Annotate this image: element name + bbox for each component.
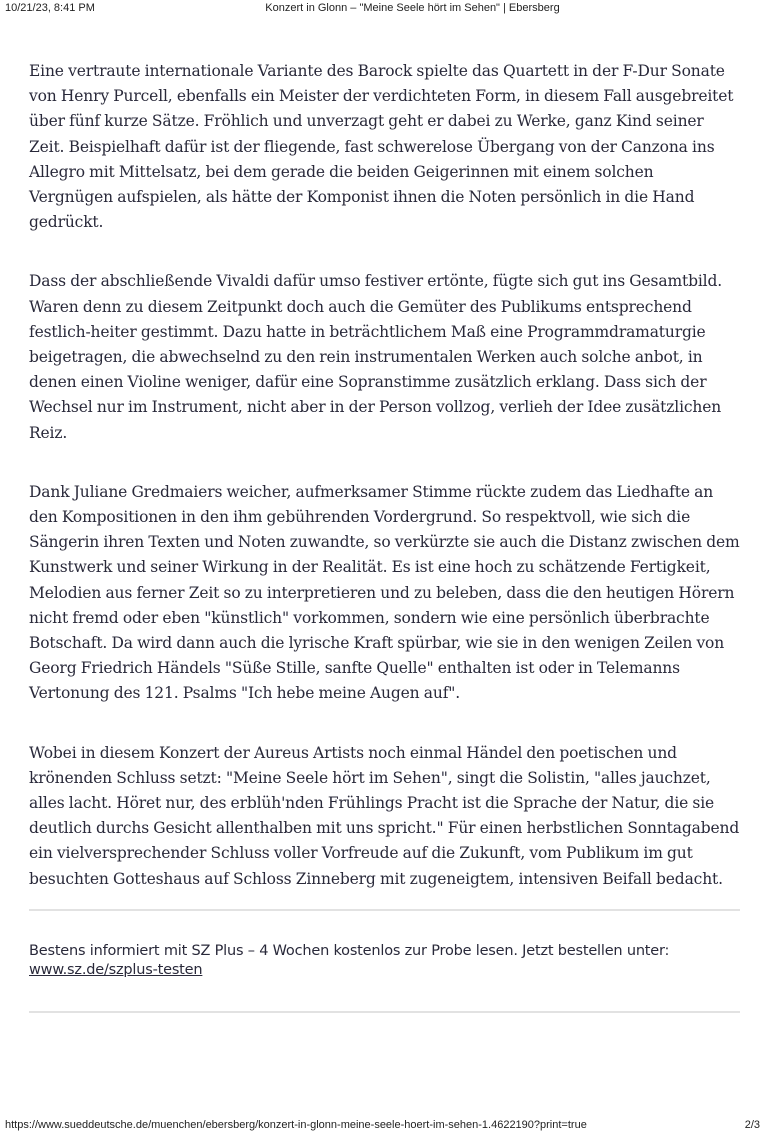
article-paragraph: Dass der abschließende Vivaldi dafür umso festiver ertönte, fügte sich gut ins Gesamtbild. Waren denn zu diesem Zeitpunkt doch auch die Gemüter des Publikums entsprechend festlich-heiter gestimmt. Dazu hatte in beträchtlichem Maß eine Programmdramaturgie beigetragen, die abwechselnd zu den rein instrumentalen Werken auch solche anbot, in denen einen Violine weniger, dafür eine Sopranstimme zusätzlich erklang. Dass sich der Wechsel nur im Instrument, nicht aber in der Person vollzog, verlieh der Idee zusätzlichen Reiz. xyxy=(29,272,723,442)
sz-plus-promo xyxy=(29,942,741,980)
article-body xyxy=(29,59,741,926)
divider xyxy=(29,1011,740,1013)
print-page-title: Konzert in Glonn – "Meine Seele hört im Sehen" | Ebersberg xyxy=(265,2,560,14)
article-paragraph: Wobei in diesem Konzert der Aureus Artists noch einmal Händel den poetischen und krönenden Schluss setzt: "Meine Seele hört im Sehen", singt die Solistin, "alles jauchzet, alles lacht. Höret nur, des erblüh'nden Frühlings Pracht ist die Sprache der Natur, die sie deutlich durchs Gesicht allenthalben mit uns spricht." Für einen herbstlichen Sonntagabend ein vielversprechender Schluss voller Vorfreude auf die Zukunft, vom Publikum im gut besuchten Gotteshaus auf Schloss Zinneberg mit zugeneigtem, intensiven Beifall bedacht. xyxy=(29,743,740,888)
print-header xyxy=(5,2,760,16)
page-indicator: 2/3 xyxy=(744,1119,760,1131)
divider xyxy=(29,909,740,911)
print-url: https://www.sueddeutsche.de/muenchen/ebersberg/konzert-in-glonn-meine-seele-hoert-im-sehen-1.4622190?print=true xyxy=(5,1119,587,1131)
promo-text: Bestens informiert mit SZ Plus – 4 Wochen kostenlos zur Probe lesen. Jetzt bestellen unter: xyxy=(29,943,670,959)
print-footer xyxy=(5,1119,760,1133)
article-paragraph: Dank Juliane Gredmaiers weicher, aufmerksamer Stimme rückte zudem das Liedhafte an den Kompositionen in den ihm gebührenden Vordergrund. So respektvoll, wie sich die Sängerin ihren Texten und Noten zuwandte, so verkürzte sie auch die Distanz zwischen dem Kunstwerk und seiner Wirkung in der Realität. Es ist eine hoch zu schätzende Fertigkeit, Melodien aus ferner Zeit so zu interpretieren und zu beleben, dass die den heutigen Hörern nicht fremd oder eben "künstlich" vorkommen, sondern wie eine persönlich überbrachte Botschaft. Da wird dann auch die lyrische Kraft spürbar, wie sie in den wenigen Zeilen von Georg Friedrich Händels "Süße Stille, sanfte Quelle" enthalten ist oder in Telemanns Vertonung des 121. Psalms "Ich hebe meine Augen auf". xyxy=(29,482,740,703)
article-paragraph: Eine vertraute internationale Variante des Barock spielte das Quartett in der F-Dur Sonate von Henry Purcell, ebenfalls ein Meister der verdichteten Form, in diesem Fall ausgebreitet über fünf kurze Sätze. Fröhlich und unverzagt geht er dabei zu Werke, ganz Kind seiner Zeit. Beispielhaft dafür ist der fliegende, fast schwerelose Übergang von der Canzona ins Allegro mit Mittelsatz, bei dem gerade die beiden Geigerinnen mit einem solchen Vergnügen aufspielen, als hätte der Komponist ihnen die Noten persönlich in die Hand gedrückt. xyxy=(29,62,734,232)
print-timestamp: 10/21/23, 8:41 PM xyxy=(5,2,95,14)
promo-link[interactable]: www.sz.de/szplus-testen xyxy=(29,962,203,978)
